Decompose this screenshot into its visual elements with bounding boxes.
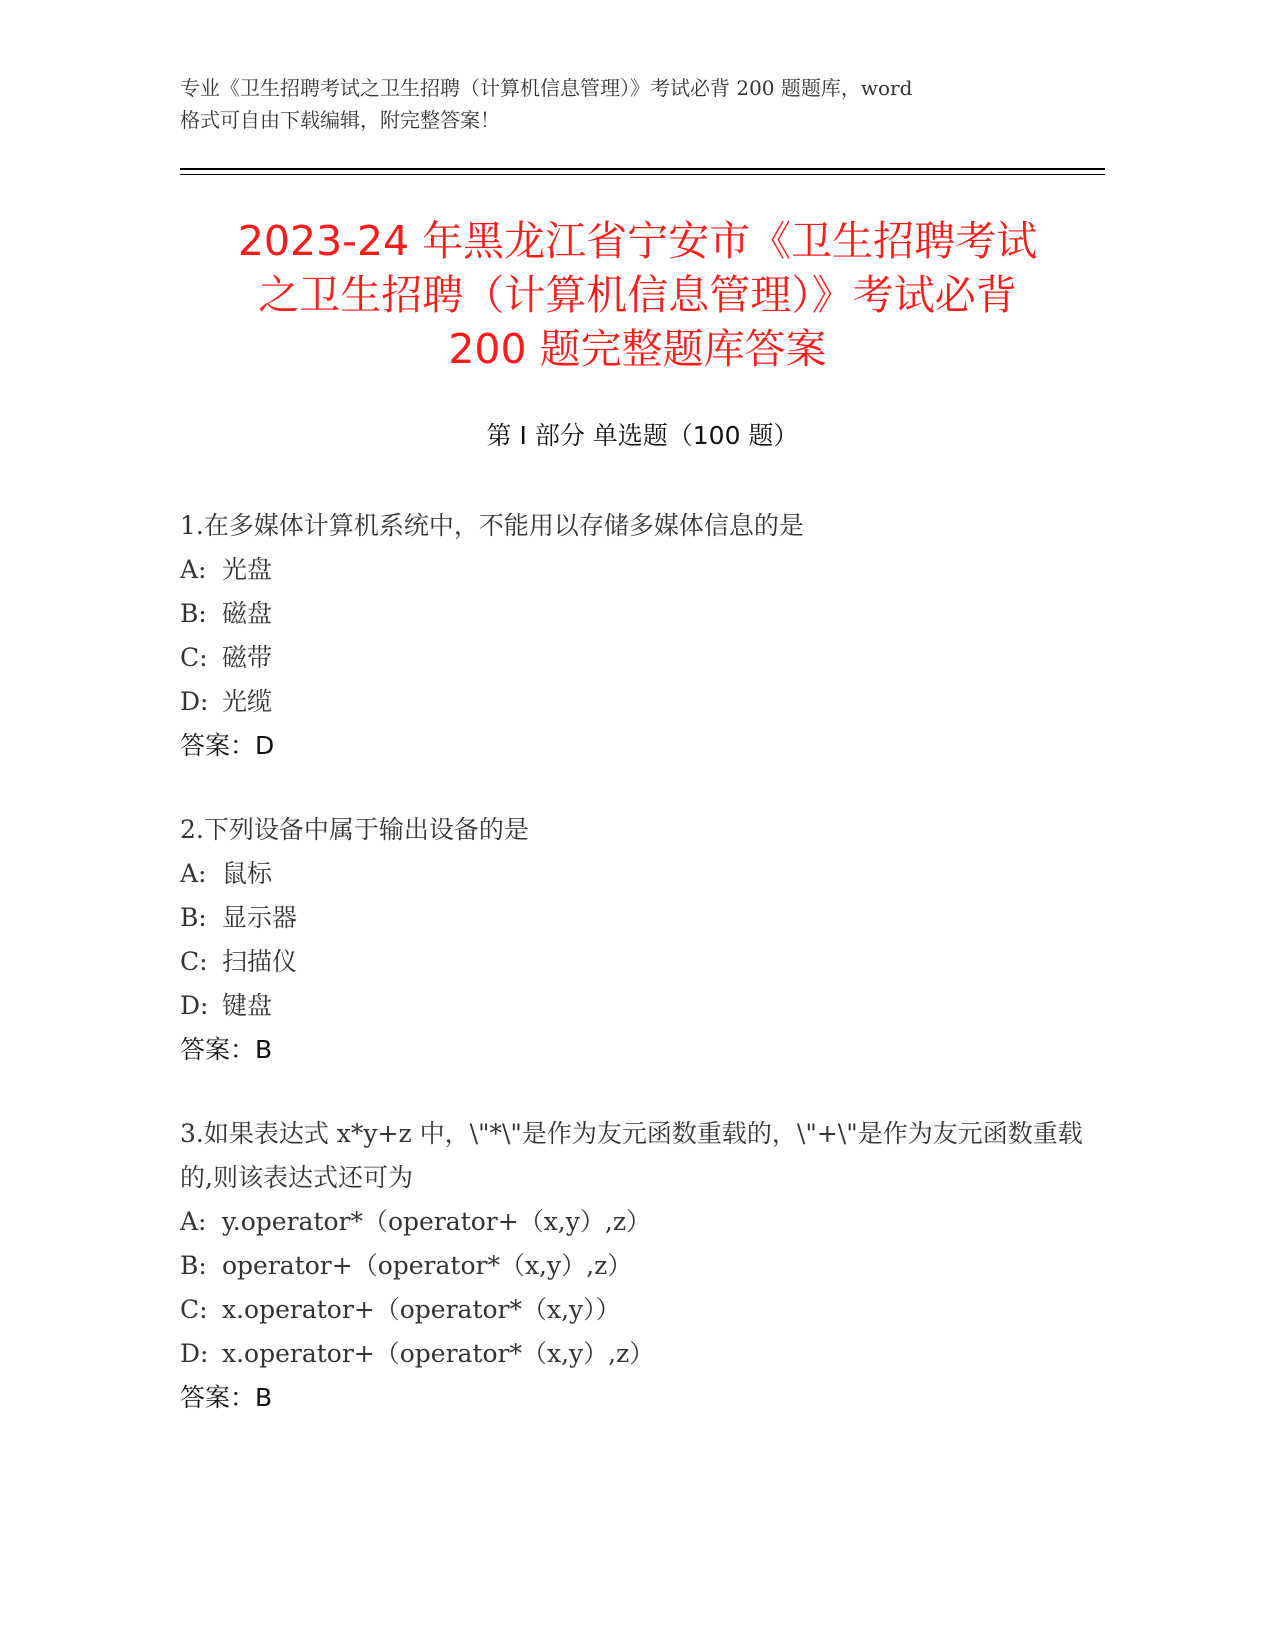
question-stem: 2.下列设备中属于输出设备的是 [180,815,529,844]
title-line-2: 之卫生招聘（计算机信息管理）》考试必背 [258,271,1017,319]
option-letter: B: [180,599,207,628]
option-a [180,1200,1110,1244]
answer-line: 答案：B [180,1035,273,1064]
option-text: operator+（operator*（x,y）,z） [222,1251,633,1280]
option-letter: A: [180,859,207,888]
option-b [180,1244,1110,1288]
option-a [180,852,1110,896]
answer-line: 答案：D [180,731,275,760]
option-letter: C: [180,643,208,672]
header-rule-thin [180,174,1105,175]
option-text: 显示器 [222,903,298,932]
option-letter: A: [180,555,207,584]
option-text: 磁盘 [222,599,273,628]
question-stem: 3.如果表达式 x*y+z 中，\"*\"是作为友元函数重载的，\"+\"是作为友元函数重载的,则该表达式还可为 [180,1119,1083,1192]
option-text: x.operator+（operator*（x,y）,z） [222,1339,655,1368]
option-letter: B: [180,903,207,932]
option-letter: D: [180,687,209,716]
option-letter: B: [180,1251,207,1280]
option-text: 磁带 [222,643,273,672]
option-text: x.operator+（operator*（x,y）） [222,1295,621,1324]
option-b [180,896,1110,940]
answer-line: 答案：B [180,1383,273,1412]
question-1 [180,504,1110,768]
option-d [180,984,1110,1028]
option-letter: A: [180,1207,207,1236]
option-text: 鼠标 [222,859,273,888]
option-text: 扫描仪 [222,947,298,976]
title-line-1: 2023-24 年黑龙江省宁安市《卫生招聘考试 [237,217,1038,265]
option-letter: C: [180,947,208,976]
option-b [180,592,1110,636]
question-stem: 1.在多媒体计算机系统中，不能用以存储多媒体信息的是 [180,511,804,540]
option-c [180,636,1110,680]
question-2 [180,808,1110,1072]
header-rule-thick [180,168,1105,170]
option-a [180,548,1110,592]
header-note: 专业《卫生招聘考试之卫生招聘（计算机信息管理）》考试必背 200 题题库，word 格式可自由下载编辑，附完整答案！ [180,76,913,132]
option-letter: D: [180,1339,209,1368]
option-letter: D: [180,991,209,1020]
option-text: 光盘 [222,555,273,584]
section-heading: 第 I 部分 单选题（100 题） [486,421,799,450]
option-d [180,1332,1110,1376]
question-3 [180,1112,1110,1420]
document-title [160,214,1115,376]
option-text: y.operator*（operator+（x,y）,z） [222,1207,651,1236]
option-d [180,680,1110,724]
title-line-3: 200 题完整题库答案 [448,325,827,373]
option-letter: C: [180,1295,208,1324]
option-text: 光缆 [222,687,273,716]
option-c [180,1288,1110,1332]
option-text: 键盘 [222,991,273,1020]
option-c [180,940,1110,984]
